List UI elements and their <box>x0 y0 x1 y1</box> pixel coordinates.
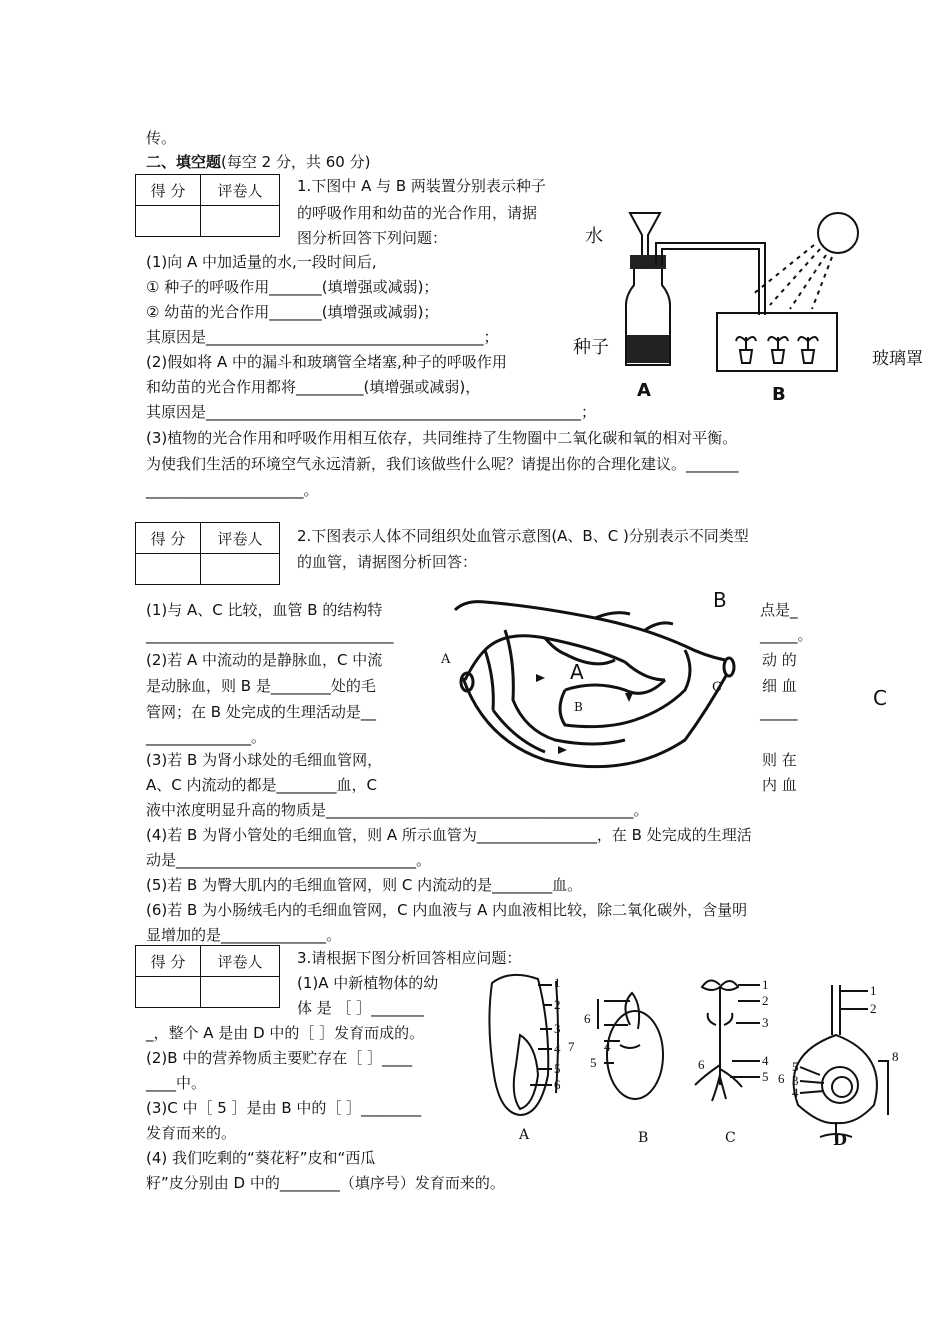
score-header: 得 分 <box>136 523 201 554</box>
svg-text:2: 2 <box>554 997 561 1012</box>
fig2-label-c: C <box>873 686 887 710</box>
score-header: 得 分 <box>136 175 201 206</box>
grader-header: 评卷人 <box>201 523 280 554</box>
q1-line: _____________________。 <box>146 481 319 499</box>
q2-line: 动是________________________________。 <box>146 851 432 869</box>
svg-text:4: 4 <box>762 1053 769 1068</box>
seed-structure-diagram <box>480 965 900 1155</box>
q2-line-right: 点是_ <box>760 601 798 619</box>
fig2-label-a: A <box>570 660 584 684</box>
q3-line: (3)C 中［ 5 ］是由 B 中的［ ］________ <box>146 1099 422 1117</box>
section-header <box>146 152 370 172</box>
q2-line-right: 内 血 <box>762 776 797 794</box>
svg-text:5: 5 <box>792 1059 799 1074</box>
q2-line: _________________________________ <box>146 626 394 644</box>
fig1-label-water: 水 <box>585 226 603 247</box>
q3-line: ____中。 <box>146 1074 207 1092</box>
svg-text:4: 4 <box>604 1039 611 1054</box>
q2-line: (1)与 A、C 比较，血管 B 的结构特 <box>146 601 383 619</box>
svg-text:1: 1 <box>554 975 561 990</box>
q2-line-right: 则 在 <box>762 751 797 769</box>
q2-line: (6)若 B 为小肠绒毛内的毛细血管网，C 内血液与 A 内血液相比较，除二氧化碳外，含量明 <box>146 901 748 919</box>
section-title: 二、填空题 <box>146 153 222 171</box>
score-cell[interactable] <box>136 206 201 237</box>
q2-line-right: 动 的 <box>762 651 797 669</box>
score-table-q1 <box>135 174 280 237</box>
section-note: (每空 2 分，共 60 分) <box>221 153 371 171</box>
fig1-label-seed: 种子 <box>573 337 609 358</box>
fig1-label-b: B <box>772 384 786 405</box>
q3-line: 发育而来的。 <box>146 1124 237 1142</box>
svg-text:1: 1 <box>870 983 877 998</box>
svg-text:2: 2 <box>762 993 769 1008</box>
q1-line: 的呼吸作用和幼苗的光合作用，请据 <box>297 204 538 222</box>
svg-text:8: 8 <box>892 1049 899 1064</box>
fig3-label-c: C <box>725 1130 736 1146</box>
svg-text:1: 1 <box>762 977 769 992</box>
fig3-label-b: B <box>638 1130 649 1146</box>
fig1-label-a: A <box>637 380 651 401</box>
fig1-label-glass: 玻璃罩 <box>872 349 923 369</box>
grader-cell[interactable] <box>201 977 280 1008</box>
svg-text:7: 7 <box>568 1039 575 1054</box>
svg-text:3: 3 <box>762 1015 769 1030</box>
svg-text:6: 6 <box>778 1071 785 1086</box>
continued-text: 传。 <box>146 129 177 147</box>
grader-cell[interactable] <box>201 206 280 237</box>
q2-line-right: _____ <box>760 703 798 721</box>
q1-line: 为使我们生活的环境空气永远清新，我们该做些什么呢？请提出你的合理化建议。_______ <box>146 455 739 473</box>
q2-line: 显增加的是______________。 <box>146 926 342 944</box>
q2-line: 是动脉血，则 B 是________处的毛 <box>146 677 376 695</box>
q2-line: 2.下图表示人体不同组织处血管示意图(A、B、C )分别表示不同类型 <box>297 527 749 545</box>
grader-header: 评卷人 <box>201 175 280 206</box>
q2-line: 液中浓度明显升高的物质是_________________________________________。 <box>146 801 649 819</box>
svg-text:6: 6 <box>584 1011 591 1026</box>
grader-header: 评卷人 <box>201 946 280 977</box>
q2-line-right: _____。 <box>760 626 813 644</box>
q1-line: 其原因是_____________________________________； <box>146 328 499 346</box>
fig2-label-a-small: A <box>441 652 451 667</box>
svg-text:3: 3 <box>554 1021 561 1036</box>
q3-line: 3.请根据下图分析回答相应问题： <box>297 949 522 967</box>
respiration-photosynthesis-apparatus <box>600 205 860 385</box>
svg-text:4: 4 <box>792 1085 799 1100</box>
svg-text:3: 3 <box>792 1073 799 1088</box>
score-table-q3 <box>135 945 280 1008</box>
fig2-label-b: B <box>713 588 727 612</box>
score-header: 得 分 <box>136 946 201 977</box>
capillary-network-diagram <box>445 590 745 775</box>
svg-text:5: 5 <box>590 1055 597 1070</box>
q3-line: 籽”皮分别由 D 中的________（填序号）发育而来的。 <box>146 1174 505 1192</box>
q3-line: 体 是 ［ ］_______ <box>297 999 424 1017</box>
score-cell[interactable] <box>136 977 201 1008</box>
svg-text:2: 2 <box>870 1001 877 1016</box>
fig2-label-b-small: B <box>574 700 583 714</box>
fig2-label-c-small: C <box>712 680 722 695</box>
fig3-label-d: D <box>833 1130 847 1149</box>
score-cell[interactable] <box>136 554 201 585</box>
q3-line: (1)A 中新植物体的幼 <box>297 974 439 992</box>
svg-text:5: 5 <box>762 1069 769 1084</box>
q1-line: 1.下图中 A 与 B 两装置分别表示种子 <box>297 177 546 195</box>
q2-line: (4)若 B 为肾小管处的毛细血管，则 A 所示血管为________________，在 B 处完成的生理活 <box>146 826 752 844</box>
q1-line: 和幼苗的光合作用都将_________(填增强或减弱)， <box>146 378 481 396</box>
q1-line: ① 种子的呼吸作用_______(填增强或减弱)； <box>146 278 439 296</box>
q2-line: 管网；在 B 处完成的生理活动是__ <box>146 703 376 721</box>
q2-line: (3)若 B 为肾小球处的毛细血管网， <box>146 751 383 769</box>
q1-line: 图分析回答下列问题： <box>297 229 448 247</box>
q1-line: (1)向 A 中加适量的水,一段时间后, <box>146 253 377 271</box>
q2-line: (2)若 A 中流动的是静脉血，C 中流 <box>146 651 383 669</box>
svg-text:4: 4 <box>554 1041 561 1056</box>
q1-line: ② 幼苗的光合作用_______(填增强或减弱)； <box>146 303 439 321</box>
q2-line: (5)若 B 为臀大肌内的毛细血管网，则 C 内流动的是________血。 <box>146 876 583 894</box>
fig3-label-a: A <box>519 1127 530 1143</box>
svg-text:6: 6 <box>554 1077 561 1092</box>
svg-text:6: 6 <box>698 1057 705 1072</box>
score-table-q2 <box>135 522 280 585</box>
grader-cell[interactable] <box>201 554 280 585</box>
q2-line: A、C 内流动的都是________血，C <box>146 776 377 794</box>
q3-line: (2)B 中的营养物质主要贮存在［ ］____ <box>146 1049 413 1067</box>
q2-line-right: 细 血 <box>762 677 797 695</box>
q3-line: _，整个 A 是由 D 中的［ ］发育而成的。 <box>146 1024 425 1042</box>
q1-line: (2)假如将 A 中的漏斗和玻璃管全堵塞,种子的呼吸作用 <box>146 353 507 371</box>
q3-line: (4) 我们吃剩的“葵花籽”皮和“西瓜 <box>146 1149 376 1167</box>
q2-line: 的血管，请据图分析回答： <box>297 553 478 571</box>
svg-text:5: 5 <box>554 1061 561 1076</box>
q1-line: 其原因是__________________________________________________； <box>146 403 597 421</box>
q1-line: (3)植物的光合作用和呼吸作用相互依存，共同维持了生物圈中二氧化碳和氧的相对平衡。 <box>146 429 738 447</box>
q2-line: ______________。 <box>146 728 267 746</box>
